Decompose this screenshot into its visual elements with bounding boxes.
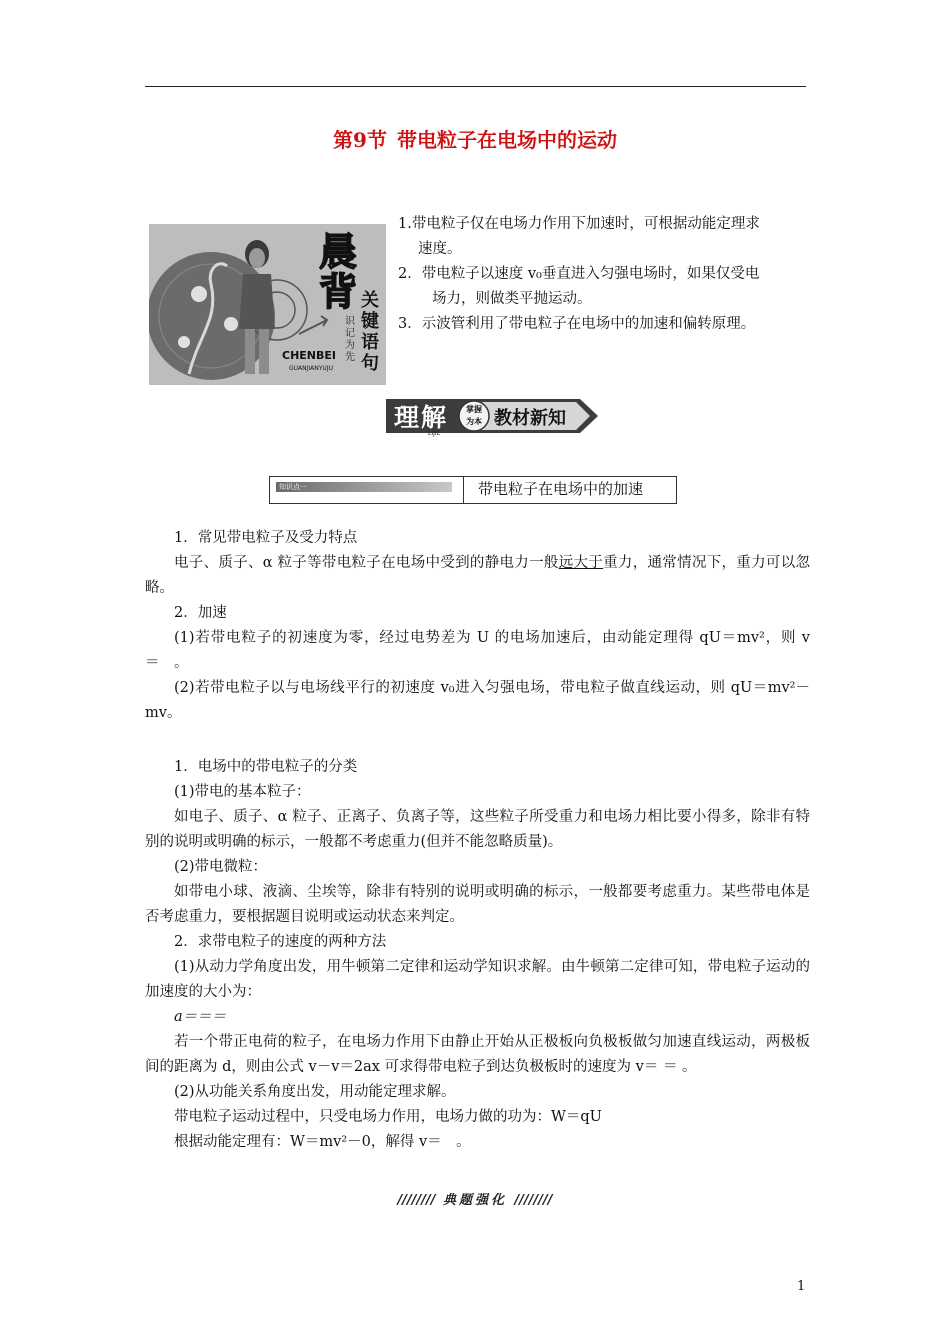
s2-equation-1: a＝＝＝: [174, 1009, 227, 1025]
s2-para-5: 带电粒子运动过程中，只受电场力作用，电场力做的功为：W＝qU: [174, 1109, 602, 1125]
key-sentence-1-cont: 速度。: [418, 241, 462, 257]
knowledge-point-tag-cell: [270, 477, 464, 503]
banner-pinyin-2: GUANJIANYUJU: [289, 365, 333, 372]
s2-para-3: (1)从动力学角度出发，用牛顿第二定律和运动学知识求解。由牛顿第二定律可知，带电粒子运动的加速度的大小为：: [145, 959, 810, 1000]
underlined-answer: 远大于: [558, 555, 604, 571]
divider-hatch-right: ////////: [514, 1193, 553, 1208]
knowledge-point-box: [269, 476, 677, 504]
lijie-small-1: 掌握: [466, 404, 482, 414]
lijie-small-2: 为本: [466, 416, 482, 426]
banner-char-chen: 晨: [319, 230, 358, 274]
page-number: 1: [797, 1279, 806, 1294]
key-sentence-3: 3．示波管利用了带电粒子在电场中的加速和偏转原理。: [398, 316, 756, 332]
s2-para-1: 如电子、质子、α 粒子、正离子、负离子等，这些粒子所受重力和电场力相比要小得多，除非有特别的说明或明确的标示，一般都不考虑重力(但并不能忽略质量)。: [145, 809, 810, 850]
s2-para-2: 如带电小球、液滴、尘埃等，除非有特别的说明或明确的标示，一般都要考虑重力。某些带电体是否考虑重力，要根据题目说明或运动状态来判定。: [145, 884, 810, 925]
typical-problem-label: 典题强化: [442, 1193, 507, 1208]
banner-pinyin-1: CHENBEI: [282, 349, 336, 362]
s1-para-1: 电子、质子、α 粒子等带电粒子在电场中受到的静电力一般远大于重力，通常情况下，重力可以忽略。: [145, 555, 811, 596]
divider-hatch-left: ////////: [397, 1193, 436, 1208]
key-sentence-2-cont: 场力，则做类平抛运动。: [432, 291, 592, 307]
banner-char-bei: 背: [319, 270, 358, 314]
knowledge-point-title: 带电粒子在电场中的加速: [478, 480, 644, 498]
section-2: [145, 755, 810, 1155]
lijie-right-text: 教材新知: [494, 408, 566, 429]
lijie-pinyin: LIJIE: [428, 430, 441, 437]
s1-heading-1: 1．常见带电粒子及受力特点: [174, 530, 358, 546]
s2-subheading-1: (1)带电的基本粒子：: [174, 784, 311, 800]
banner-vertical-title: 关键语句: [361, 290, 379, 374]
s2-para-6: 根据动能定理有：W＝mv²－0，解得 v＝ 。: [174, 1134, 471, 1150]
s2-heading-2: 2．求带电粒子的速度的两种方法: [174, 934, 387, 950]
s1-para-2: (1)若带电粒子的初速度为零，经过电势差为 U 的电场加速后，由动能定理得 qU＝mv²，则 v＝ 。: [145, 630, 811, 671]
s1-heading-2: 2．加速: [174, 605, 227, 621]
banner-vertical-subtitle: 识记为先: [345, 316, 355, 363]
s2-subheading-2: (2)带电微粒：: [174, 859, 268, 875]
lijie-main-text: 理解: [394, 403, 449, 432]
title-text: 带电粒子在电场中的运动: [396, 128, 617, 152]
s2-subheading-3: (2)从功能关系角度出发，用动能定理求解。: [174, 1084, 456, 1100]
lijie-banner: [384, 397, 600, 435]
section-1: [145, 526, 810, 726]
key-sentence-2: 2．带电粒子以速度 v₀垂直进入匀强电场时，如果仅受电: [398, 266, 760, 282]
top-rule: [145, 86, 806, 87]
s1-para-3: (2)若带电粒子以与电场线平行的初速度 v₀进入匀强电场，带电粒子做直线运动，则 qU＝mv²－mv。: [145, 680, 810, 721]
typical-problem-divider: [0, 1189, 950, 1208]
key-sentences: [398, 212, 810, 337]
s2-heading-1: 1．电场中的带电粒子的分类: [174, 759, 358, 775]
section-number: 第9节: [333, 128, 387, 152]
s2-para-4: 若一个带正电荷的粒子，在电场力作用下由静止开始从正极板向负极板做匀加速直线运动，两极板间的距离为 d，则由公式 v－v＝2ax 可求得带电粒子到达负极板时的速度为 v＝ ＝ 。: [145, 1034, 810, 1075]
page-title: [0, 124, 950, 153]
key-sentence-1: 1.带电粒子仅在电场力作用下加速时，可根据动能定理求: [398, 216, 760, 232]
chenbei-banner-image: [149, 224, 386, 385]
knowledge-point-tag: 知识点一: [276, 482, 452, 492]
